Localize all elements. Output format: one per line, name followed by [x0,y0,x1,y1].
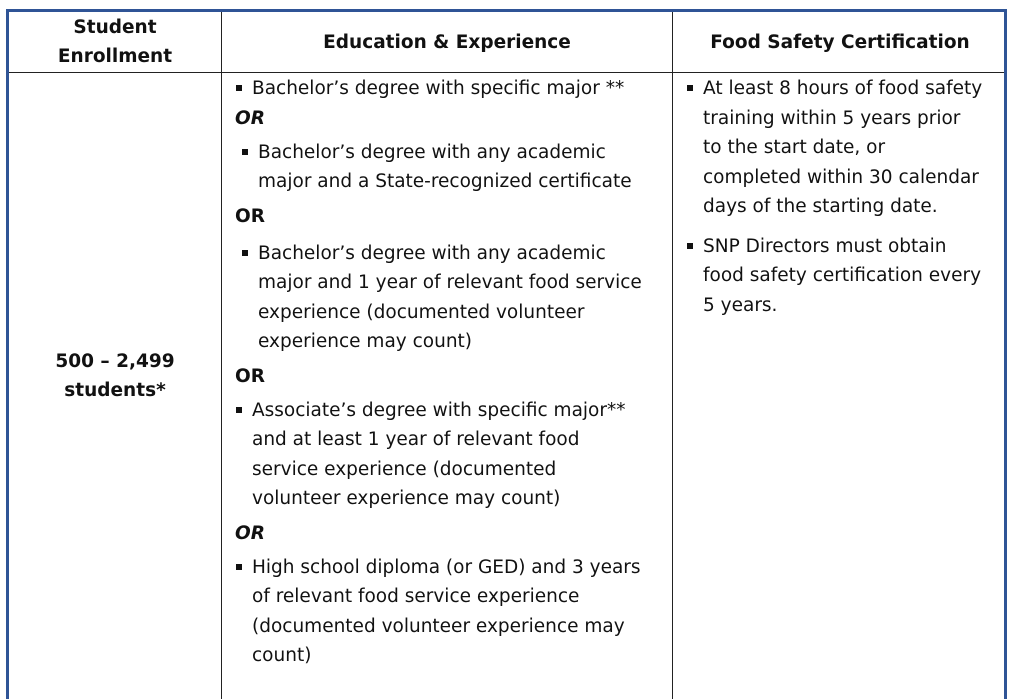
square-bullet-icon [687,85,693,91]
item-line: service experience (documented [252,458,557,480]
column-divider [672,12,673,699]
or-separator: OR [235,522,265,544]
item-line: High school diploma (or GED) and 3 years [252,556,641,578]
or-separator: OR [235,365,265,387]
enrollment-cell [9,347,221,405]
qualification-table [6,9,1007,699]
item-line: volunteer experience may count) [252,488,561,509]
item-line: count) [252,645,312,666]
square-bullet-icon [236,85,242,91]
item-line: experience (documented volunteer [258,301,585,323]
item-line: At least 8 hours of food safety [703,78,983,99]
list-item [235,396,671,514]
square-bullet-icon [242,250,248,256]
item-line: SNP Directors must obtain [703,235,947,257]
item-line: completed within 30 calendar [703,166,979,188]
square-bullet-icon [687,243,693,249]
or-separator: OR [235,205,265,227]
item-line: to the start date, or [703,137,886,158]
header-text: Student [73,17,157,38]
item-line: major and 1 year of relevant food service [258,272,642,293]
item-line: training within 5 years prior [703,107,961,129]
header-food-safety-certification: Food Safety Certification [710,31,970,53]
header-education-experience: Education & Experience [323,31,571,53]
header-text: Enrollment [57,46,173,67]
square-bullet-icon [242,149,248,155]
square-bullet-icon [236,407,242,413]
or-separator: OR [235,107,265,129]
item-line: Associate’s degree with specific major** [252,399,626,421]
list-item [686,74,1004,222]
item-line: major and a State-recognized certificate [258,171,632,192]
list-item [235,553,671,671]
item-line: 5 years. [703,294,778,316]
item-line: of relevant food service experience [252,586,580,607]
item-line: days of the starting date. [703,196,938,217]
list-item [235,74,671,104]
item-line: Bachelor’s degree with specific major ** [252,78,625,99]
item-line: and at least 1 year of relevant food [252,429,580,450]
item-line: Bachelor’s degree with any academic [258,242,606,264]
item-line: experience may count) [258,331,473,352]
item-line: Bachelor’s degree with any academic [258,141,606,163]
list-item [686,232,1004,321]
item-line: food safety certification every [703,265,982,286]
square-bullet-icon [236,564,242,570]
education-cell [235,74,671,671]
column-divider [221,12,222,699]
certification-cell [686,74,1004,320]
enrollment-text: 500 – 2,499 [55,351,175,372]
list-item [241,239,671,357]
item-line: (documented volunteer experience may [252,615,625,637]
header-student-enrollment [9,12,221,72]
list-item [241,138,671,197]
enrollment-text: students* [64,380,166,401]
